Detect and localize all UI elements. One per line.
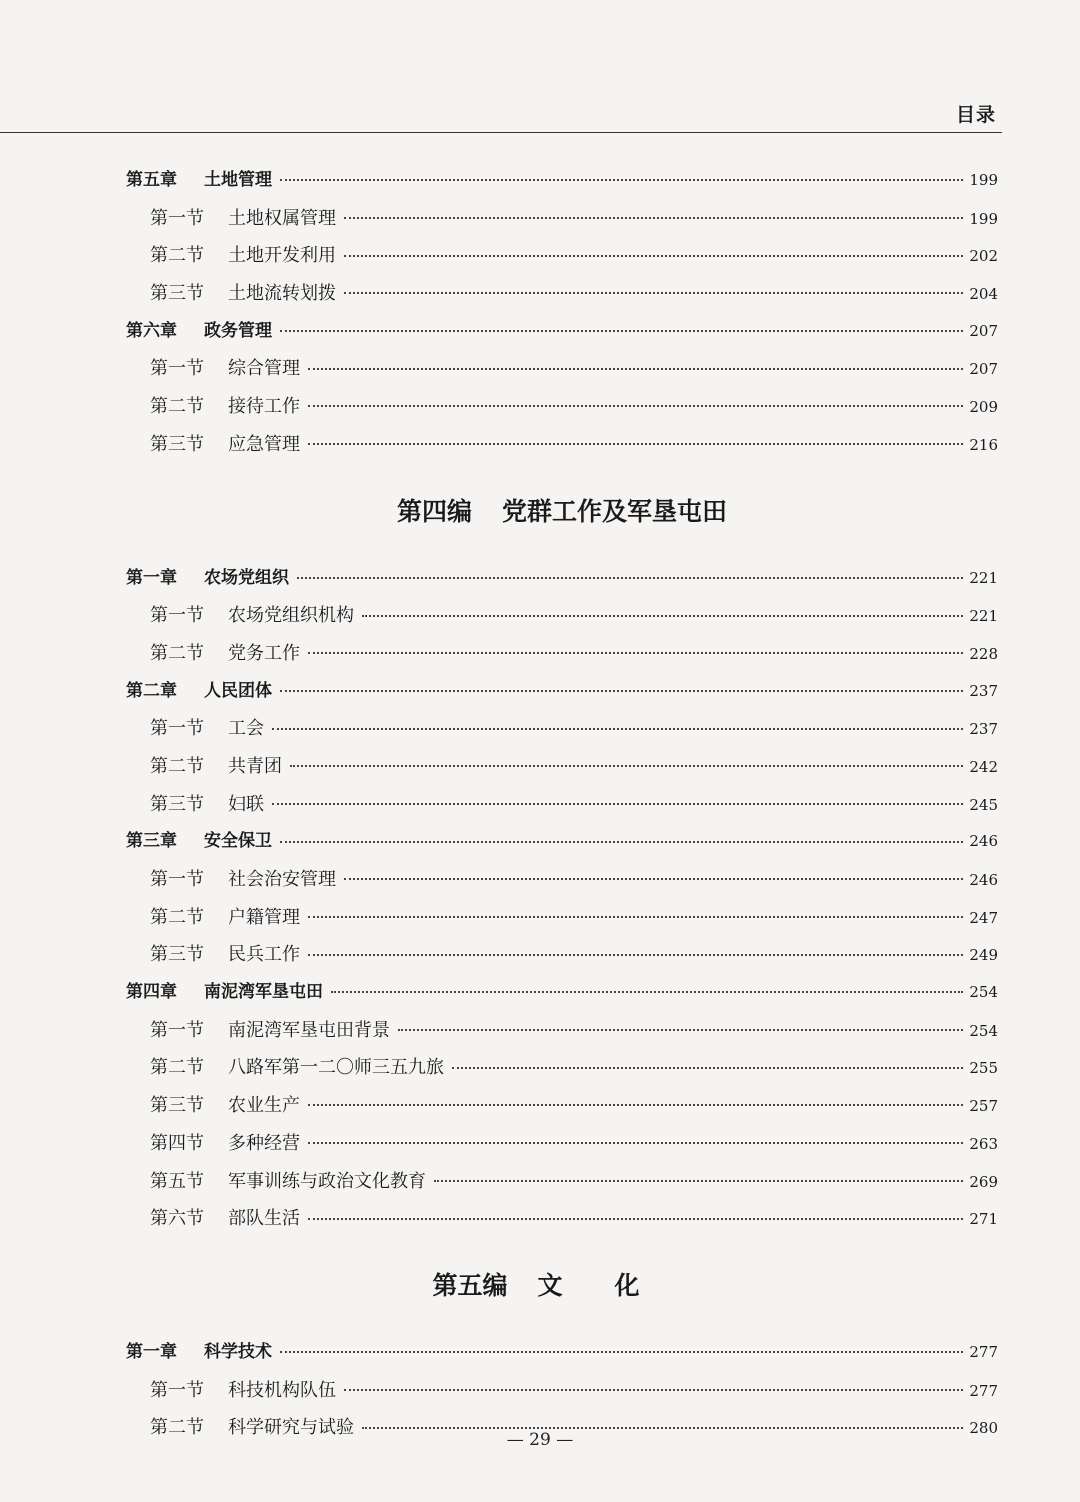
entry-title: 工会: [228, 718, 264, 740]
toc-section-entry: [126, 1200, 998, 1238]
entry-title: 科学技术: [204, 1341, 272, 1362]
toc-section-entry: [126, 635, 998, 673]
entry-title: 妇联: [228, 793, 264, 815]
toc-section-entry: [126, 1372, 998, 1410]
entry-number: 第三章: [126, 831, 177, 852]
dot-leader: [308, 652, 963, 654]
toc-section-entry: [126, 237, 998, 275]
entry-title: 户籍管理: [228, 906, 300, 928]
dot-leader: [280, 1351, 963, 1353]
dot-leader: [308, 916, 963, 918]
toc-section-entry: [126, 200, 998, 238]
entry-number: 第三节: [150, 433, 204, 455]
entry-label: [126, 823, 278, 861]
entry-title: 党务工作: [228, 642, 300, 664]
entry-number: 第一节: [150, 207, 204, 229]
entry-number: 第一章: [126, 1341, 177, 1362]
entry-page-number: 280: [969, 1419, 998, 1438]
entry-title: 南泥湾军垦屯田背景: [228, 1019, 390, 1041]
entry-page-number: 204: [969, 285, 998, 304]
entry-title: 土地流转划拨: [228, 283, 336, 305]
dot-leader: [280, 690, 963, 692]
toc-chapter-entry: [126, 823, 998, 861]
entry-title: 共青团: [228, 755, 282, 777]
entry-number: 第二章: [126, 680, 177, 701]
toc-section-entry: [126, 899, 998, 937]
entry-title: 农场党组织机构: [228, 605, 354, 627]
dot-leader: [344, 217, 963, 219]
entry-label: [150, 200, 342, 238]
entry-number: 第三节: [150, 1095, 204, 1117]
toc-chapter-entry: [126, 162, 998, 200]
entry-title: 科技机构队伍: [228, 1379, 336, 1401]
entry-label: [126, 560, 295, 598]
entry-label: [150, 597, 360, 635]
entry-number: 第二节: [150, 642, 204, 664]
entry-number: 第三节: [150, 944, 204, 966]
dot-leader: [362, 615, 963, 617]
toc-section-entry: [126, 1049, 998, 1087]
entry-page-number: 254: [969, 983, 998, 1002]
entry-label: [126, 162, 278, 200]
toc-section-entry: [126, 936, 998, 974]
entry-label: [150, 275, 342, 313]
entry-number: 第一节: [150, 358, 204, 380]
entry-title: 社会治安管理: [228, 869, 336, 890]
toc-chapter-entry: [126, 673, 998, 711]
entry-number: 第二节: [150, 396, 204, 418]
entry-number: 第四章: [126, 982, 177, 1003]
entry-label: [126, 974, 329, 1012]
entry-page-number: 242: [969, 757, 998, 776]
entry-label: [126, 313, 278, 351]
entry-page-number: 207: [969, 321, 998, 340]
entry-number: 第三节: [150, 793, 204, 815]
dot-leader: [297, 577, 963, 579]
toc-section-entry: [126, 275, 998, 313]
entry-page-number: 271: [969, 1210, 998, 1229]
toc-section-entry: [126, 388, 998, 426]
entry-page-number: 228: [969, 644, 998, 663]
dot-leader: [434, 1180, 963, 1182]
entry-title: 综合管理: [228, 358, 300, 380]
part-title: 文化: [537, 1270, 692, 1300]
dot-leader: [280, 841, 963, 843]
entry-page-number: 255: [969, 1059, 998, 1078]
dot-leader: [308, 443, 963, 445]
entry-page-number: 245: [969, 795, 998, 814]
dot-leader: [344, 255, 963, 257]
entry-label: [150, 786, 270, 824]
dot-leader: [344, 1389, 963, 1391]
entry-label: [150, 1087, 306, 1125]
entry-label: [150, 936, 306, 974]
entry-page-number: 199: [969, 171, 998, 189]
entry-number: 第一节: [150, 869, 204, 890]
entry-label: [126, 1334, 278, 1372]
toc-section-entry: [126, 1087, 998, 1125]
entry-label: [150, 388, 306, 426]
dot-leader: [290, 765, 963, 767]
dot-leader: [280, 330, 963, 332]
entry-title: 土地开发利用: [228, 245, 336, 267]
entry-title: 土地权属管理: [228, 207, 336, 229]
entry-number: 第四节: [150, 1132, 204, 1154]
entry-page-number: 216: [969, 435, 998, 454]
dot-leader: [308, 1218, 963, 1220]
entry-number: 第一节: [150, 605, 204, 627]
entry-label: [150, 861, 342, 899]
entry-label: [150, 1049, 450, 1087]
entry-page-number: 277: [969, 1381, 998, 1400]
entry-title: 应急管理: [228, 433, 300, 455]
entry-title: 政务管理: [204, 320, 272, 341]
entry-number: 第一节: [150, 1379, 204, 1401]
entry-page-number: 221: [969, 607, 998, 626]
entry-number: 第二节: [150, 1417, 204, 1439]
entry-number: 第一节: [150, 718, 204, 740]
entry-title: 人民团体: [204, 680, 272, 701]
dot-leader: [344, 878, 963, 880]
dot-leader: [280, 179, 963, 181]
entry-title: 南泥湾军垦屯田: [204, 982, 323, 1003]
table-of-contents: [126, 162, 998, 1447]
dot-leader: [308, 1104, 963, 1106]
entry-label: [150, 1125, 306, 1163]
dot-leader: [272, 728, 963, 730]
entry-page-number: 221: [969, 568, 998, 587]
entry-label: [150, 1372, 342, 1410]
entry-number: 第六章: [126, 320, 177, 341]
entry-label: [150, 710, 270, 748]
part-title: 党群工作及军垦屯田: [502, 496, 728, 526]
entry-title: 安全保卫: [204, 831, 272, 852]
page-number: — 29 —: [506, 1430, 574, 1450]
dot-leader: [308, 405, 963, 407]
entry-number: 第二节: [150, 1057, 204, 1079]
entry-label: [150, 350, 306, 388]
entry-title: 部队生活: [228, 1208, 300, 1230]
entry-label: [150, 1012, 396, 1050]
header-rule: [0, 132, 1002, 133]
entry-page-number: 237: [969, 681, 998, 700]
toc-section-entry: [126, 1012, 998, 1050]
entry-label: [150, 1200, 306, 1238]
entry-number: 第二节: [150, 245, 204, 267]
toc-section-entry: [126, 710, 998, 748]
dot-leader: [344, 292, 963, 294]
part-heading: [126, 474, 998, 550]
part-number: 第五编: [432, 1270, 508, 1300]
toc-section-entry: [126, 426, 998, 464]
entry-title: 多种经营: [228, 1132, 300, 1154]
dot-leader: [398, 1029, 963, 1031]
entry-page-number: 207: [969, 360, 998, 379]
part-number: 第四编: [396, 496, 472, 526]
toc-chapter-entry: [126, 1334, 998, 1372]
toc-section-entry: [126, 786, 998, 824]
entry-number: 第三节: [150, 283, 204, 305]
entry-label: [150, 237, 342, 275]
entry-page-number: 263: [969, 1134, 998, 1153]
entry-page-number: 202: [969, 247, 998, 266]
entry-title: 接待工作: [228, 396, 300, 418]
dot-leader: [331, 991, 963, 993]
toc-section-entry: [126, 861, 998, 899]
entry-title: 农场党组织: [204, 567, 289, 588]
toc-chapter-entry: [126, 313, 998, 351]
entry-label: [126, 673, 278, 711]
dot-leader: [272, 803, 963, 805]
dot-leader: [308, 954, 963, 956]
entry-number: 第五节: [150, 1170, 204, 1192]
entry-number: 第五章: [126, 170, 177, 190]
dot-leader: [308, 1142, 963, 1144]
entry-label: [150, 1163, 432, 1201]
toc-section-entry: [126, 350, 998, 388]
entry-page-number: 246: [969, 871, 998, 889]
entry-number: 第二节: [150, 906, 204, 928]
entry-page-number: 246: [969, 832, 998, 851]
part-heading: [126, 1248, 998, 1324]
entry-number: 第一节: [150, 1019, 204, 1041]
toc-section-entry: [126, 748, 998, 786]
dot-leader: [308, 368, 963, 370]
dot-leader: [452, 1067, 963, 1069]
toc-section-entry: [126, 1125, 998, 1163]
entry-page-number: 199: [969, 209, 998, 228]
entry-page-number: 237: [969, 720, 998, 739]
entry-title: 八路军第一二〇师三五九旅: [228, 1057, 444, 1079]
entry-number: 第二节: [150, 755, 204, 777]
toc-chapter-entry: [126, 974, 998, 1012]
entry-page-number: 247: [969, 908, 998, 927]
entry-title: 科学研究与试验: [228, 1417, 354, 1439]
entry-title: 民兵工作: [228, 944, 300, 966]
running-header-title: 目录: [955, 104, 996, 126]
entry-label: [150, 635, 306, 673]
entry-title: 农业生产: [228, 1095, 300, 1117]
entry-label: [150, 899, 306, 937]
entry-label: [150, 426, 306, 464]
entry-title: 土地管理: [204, 170, 272, 190]
entry-number: 第一章: [126, 567, 177, 588]
entry-number: 第六节: [150, 1208, 204, 1230]
dot-leader: [362, 1427, 963, 1429]
entry-page-number: 257: [969, 1097, 998, 1116]
entry-label: [150, 748, 288, 786]
entry-page-number: 209: [969, 398, 998, 417]
entry-page-number: 269: [969, 1172, 998, 1191]
entry-page-number: 254: [969, 1021, 998, 1040]
toc-section-entry: [126, 597, 998, 635]
entry-page-number: 249: [969, 946, 998, 965]
entry-title: 军事训练与政治文化教育: [228, 1170, 426, 1192]
toc-chapter-entry: [126, 560, 998, 598]
entry-page-number: 277: [969, 1342, 998, 1361]
toc-section-entry: [126, 1163, 998, 1201]
